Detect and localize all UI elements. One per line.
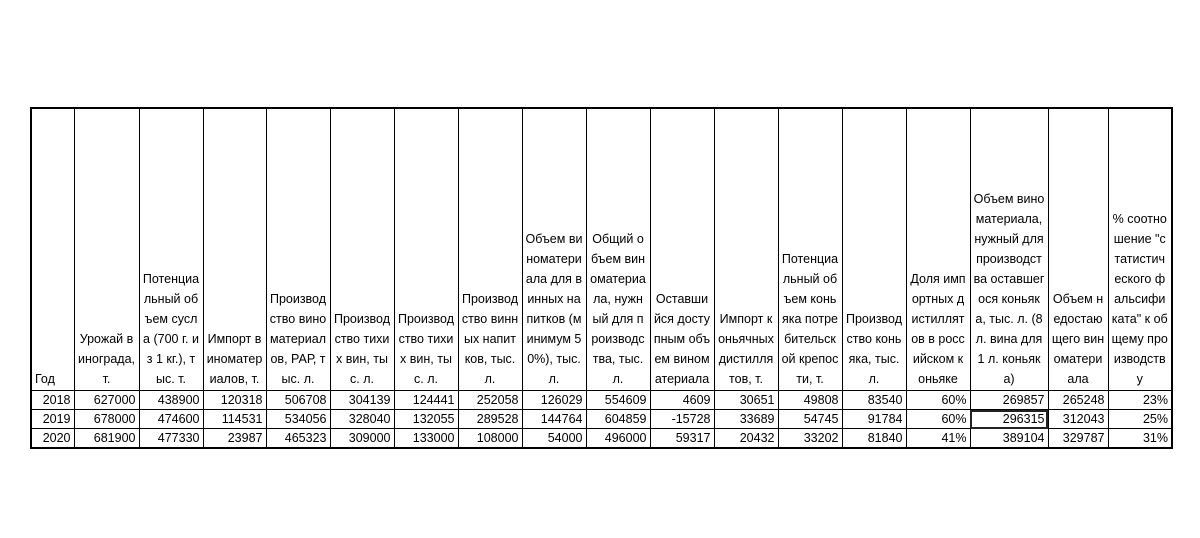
table-cell[interactable]: 265248	[1048, 391, 1108, 410]
table-cell[interactable]: 59317	[650, 429, 714, 449]
header-cell-must-volume[interactable]: Потенциальный объем сусла (700 г. из 1 кг.), тыс. т.	[139, 108, 203, 391]
table-cell[interactable]: 23%	[1108, 391, 1172, 410]
table-cell[interactable]: 554609	[586, 391, 650, 410]
table-cell[interactable]: 678000	[74, 410, 139, 429]
header-cell-falsification-ratio[interactable]: % соотношение "статистического фальсификата" к общему производству	[1108, 108, 1172, 391]
header-cell-material-for-cognac[interactable]: Объем виноматериала, нужный для производства оставшегося коньяка, тыс. л. (8 л. вина для 1 л. коньяка)	[970, 108, 1048, 391]
table-cell[interactable]: 144764	[522, 410, 586, 429]
table-cell[interactable]: 81840	[842, 429, 906, 449]
header-cell-distillate-import[interactable]: Импорт коньячных дистиллятов, т.	[714, 108, 778, 391]
table-cell[interactable]: 33202	[778, 429, 842, 449]
table-cell[interactable]: 604859	[586, 410, 650, 429]
selected-cell[interactable]: 296315	[970, 410, 1048, 429]
table-cell[interactable]: 108000	[458, 429, 522, 449]
table-cell[interactable]: 41%	[906, 429, 970, 449]
header-cell-total-material-needed[interactable]: Общий объем виноматериала, нужный для производства, тыс. л.	[586, 108, 650, 391]
header-row	[31, 108, 1172, 391]
table-cell[interactable]: 4609	[650, 391, 714, 410]
header-cell-wine-drinks-material[interactable]: Объем виноматериала для винных напитков (минимум 50%), тыс. л.	[522, 108, 586, 391]
table-cell[interactable]: 506708	[266, 391, 330, 410]
table-cell[interactable]: 83540	[842, 391, 906, 410]
table-cell[interactable]: 31%	[1108, 429, 1172, 449]
header-cell-grape-harvest[interactable]: Урожай винограда, т.	[74, 108, 139, 391]
table-cell[interactable]: 20432	[714, 429, 778, 449]
table-cell[interactable]: 54000	[522, 429, 586, 449]
table-cell[interactable]: 91784	[842, 410, 906, 429]
header-cell-wine-drinks-production[interactable]: Производство винных напитков, тыс. л.	[458, 108, 522, 391]
table-cell[interactable]: 33689	[714, 410, 778, 429]
table-row	[31, 410, 1172, 429]
table-cell[interactable]: 120318	[203, 391, 266, 410]
table-cell[interactable]: 30651	[714, 391, 778, 410]
data-table	[30, 107, 1173, 449]
table-cell[interactable]: 496000	[586, 429, 650, 449]
table-cell[interactable]: 252058	[458, 391, 522, 410]
table-row	[31, 429, 1172, 449]
header-cell-material-shortage[interactable]: Объем недостающего виноматериала	[1048, 108, 1108, 391]
table-cell[interactable]: 269857	[970, 391, 1048, 410]
header-cell-wine-material-import[interactable]: Импорт виноматериалов, т.	[203, 108, 266, 391]
table-cell[interactable]: 54745	[778, 410, 842, 429]
header-cell-import-share[interactable]: Доля импортных дистиллятов в российском коньяке	[906, 108, 970, 391]
header-cell-year[interactable]: Год	[31, 108, 74, 391]
table-cell[interactable]: 474600	[139, 410, 203, 429]
table-cell[interactable]: 114531	[203, 410, 266, 429]
table-cell[interactable]: 465323	[266, 429, 330, 449]
table-cell[interactable]: 438900	[139, 391, 203, 410]
table-cell[interactable]: 124441	[394, 391, 458, 410]
table-cell[interactable]: 312043	[1048, 410, 1108, 429]
table-cell[interactable]: 328040	[330, 410, 394, 429]
table-cell[interactable]: 23987	[203, 429, 266, 449]
table-cell[interactable]: 389104	[970, 429, 1048, 449]
table-cell[interactable]: 534056	[266, 410, 330, 429]
table-cell[interactable]: 477330	[139, 429, 203, 449]
table-cell[interactable]: 681900	[74, 429, 139, 449]
table-cell[interactable]: -15728	[650, 410, 714, 429]
table-cell[interactable]: 126029	[522, 391, 586, 410]
table-cell[interactable]: 49808	[778, 391, 842, 410]
header-cell-remaining-material[interactable]: Оставшийся доступным объем виноматериала	[650, 108, 714, 391]
table-cell[interactable]: 132055	[394, 410, 458, 429]
table-cell[interactable]: 2020	[31, 429, 74, 449]
header-cell-still-wine-production[interactable]: Производство тихих вин, тыс. л.	[330, 108, 394, 391]
table-cell[interactable]: 289528	[458, 410, 522, 429]
table-cell[interactable]: 2018	[31, 391, 74, 410]
table-cell[interactable]: 2019	[31, 410, 74, 429]
table-cell[interactable]: 309000	[330, 429, 394, 449]
table-cell[interactable]: 60%	[906, 410, 970, 429]
header-cell-still-wine-production-2[interactable]: Производство тихих вин, тыс. л.	[394, 108, 458, 391]
table-cell[interactable]: 304139	[330, 391, 394, 410]
header-cell-cognac-production[interactable]: Производство коньяка, тыс. л.	[842, 108, 906, 391]
table-row	[31, 391, 1172, 410]
table-cell[interactable]: 627000	[74, 391, 139, 410]
header-cell-wine-material-production[interactable]: Производство виноматериалов, РАР, тыс. л.	[266, 108, 330, 391]
table-cell[interactable]: 60%	[906, 391, 970, 410]
table-cell[interactable]: 329787	[1048, 429, 1108, 449]
table-cell[interactable]: 133000	[394, 429, 458, 449]
header-cell-potential-cognac[interactable]: Потенциальный объем коньяка потребительской крепости, т.	[778, 108, 842, 391]
table-cell[interactable]: 25%	[1108, 410, 1172, 429]
